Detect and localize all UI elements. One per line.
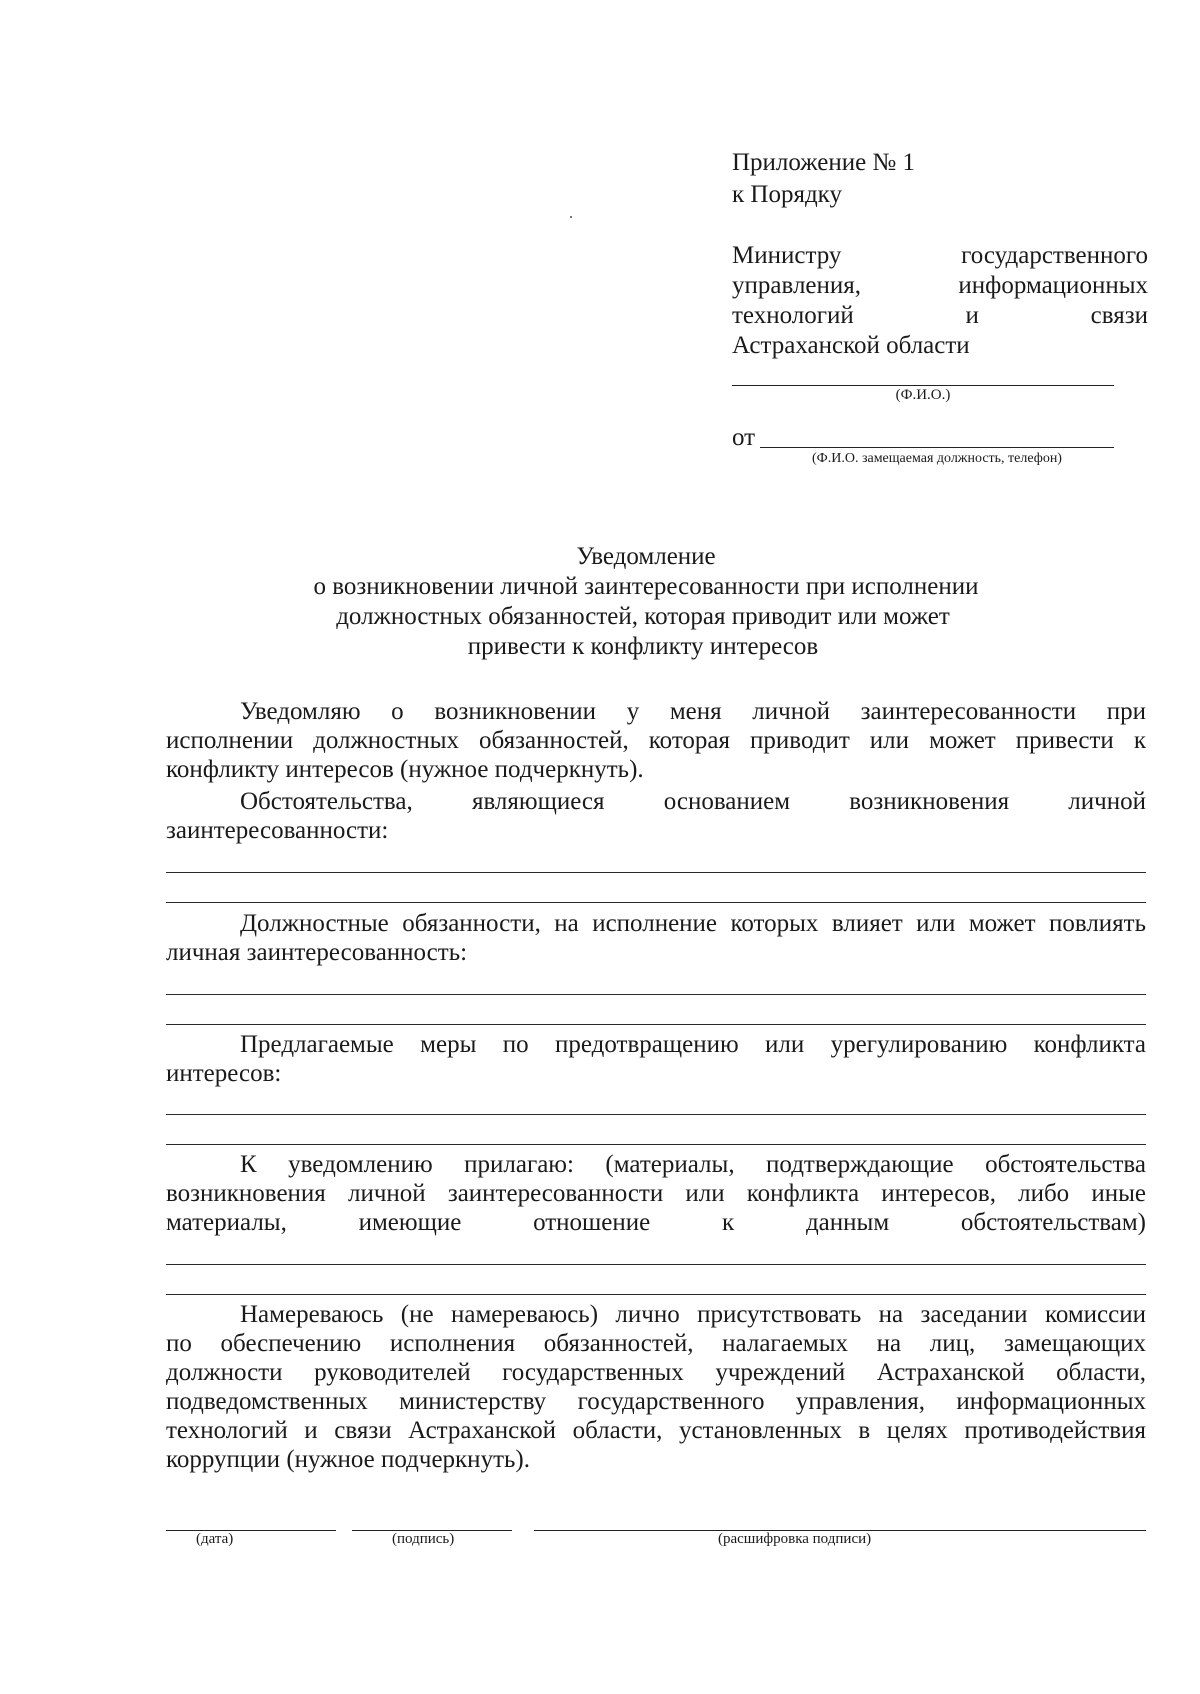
text-line: Намереваюсь (не намереваюсь) лично присутствовать на заседании комиссии xyxy=(240,1301,1146,1328)
text-line: Должностные обязанности, на исполнение которых влияет или может повлиять xyxy=(240,910,1146,937)
fill-line xyxy=(166,872,1146,873)
title-line: должностных обязанностей, которая приводит или может xyxy=(336,603,950,630)
addressee-block xyxy=(732,241,1148,361)
appendix-reference: к Порядку xyxy=(732,181,842,208)
fill-line xyxy=(166,1264,1146,1265)
fill-line xyxy=(166,1294,1146,1295)
signature-caption: (подпись) xyxy=(392,1531,455,1547)
addressee-row xyxy=(732,301,1148,331)
title-line: Уведомление xyxy=(576,543,716,570)
addressee-word: управления, xyxy=(732,272,862,299)
text-line: должности руководителей государственных учреждений Астраханской области, xyxy=(166,1359,1146,1386)
date-line xyxy=(166,1530,336,1531)
fill-line xyxy=(166,1144,1146,1145)
text-line: конфликту интересов (нужное подчеркнуть). xyxy=(166,756,644,783)
fill-line xyxy=(166,1024,1146,1025)
addressee-word: технологий xyxy=(732,302,854,329)
text-line: личная заинтересованность: xyxy=(166,939,468,966)
text-line: исполнении должностных обязанностей, которая приводит или может привести к xyxy=(166,727,1146,754)
text-line: подведомственных министерству государственного управления, информационных xyxy=(166,1388,1146,1415)
text-line: К уведомлению прилагаю: (материалы, подтверждающие обстоятельства xyxy=(240,1151,1146,1178)
paragraph-duties xyxy=(166,909,1146,967)
date-caption: (дата) xyxy=(196,1531,234,1547)
fill-line xyxy=(166,1114,1146,1115)
text-line: по обеспечению исполнения обязанностей, налагаемых на лиц, замещающих xyxy=(166,1330,1146,1357)
addressee-word: Министру xyxy=(732,242,842,269)
text-line: технологий и связи Астраханской области, установленных в целях противодействия xyxy=(166,1417,1146,1444)
text-line: Предлагаемые меры по предотвращению или урегулированию конфликта xyxy=(240,1031,1146,1058)
text-line: заинтересованности: xyxy=(166,817,389,844)
paragraph-commission xyxy=(166,1300,1146,1474)
addressee-row xyxy=(732,331,1148,361)
document-title xyxy=(0,542,1200,662)
addressee-word: государственного xyxy=(961,242,1148,269)
paragraph-measures xyxy=(166,1030,1146,1088)
text-line: интересов: xyxy=(166,1060,282,1087)
paragraph-notification xyxy=(166,697,1146,784)
title-line: привести к конфликту интересов xyxy=(467,633,819,660)
text-line: Уведомляю о возникновении у меня личной заинтересованности при xyxy=(240,698,1146,725)
addressee-row xyxy=(732,241,1148,271)
addressee-row xyxy=(732,271,1148,301)
fill-line xyxy=(166,994,1146,995)
fio-blank-line xyxy=(732,385,1114,386)
text-line: материалы, имеющие отношение к данным обстоятельствам) xyxy=(166,1209,1146,1236)
fill-line xyxy=(166,902,1146,903)
text-line: возникновения личной заинтересованности или конфликта интересов, либо иные xyxy=(166,1180,1146,1207)
scan-speck xyxy=(570,216,572,218)
addressee-word: и xyxy=(965,302,979,329)
paragraph-circumstances xyxy=(166,787,1146,845)
fio-caption: (Ф.И.О.) xyxy=(895,387,951,403)
title-line: о возникновении личной заинтересованности при исполнении xyxy=(313,573,979,600)
addressee-word: связи xyxy=(1090,302,1148,329)
paragraph-attachments xyxy=(166,1150,1146,1237)
text-line: Обстоятельства, являющиеся основанием возникновения личной xyxy=(240,788,1146,815)
signature-decode-caption: (расшифровка подписи) xyxy=(718,1531,872,1547)
addressee-word: Астраханской области xyxy=(732,332,970,359)
from-label: от xyxy=(732,424,756,451)
addressee-word: информационных xyxy=(958,272,1148,299)
text-line: коррупции (нужное подчеркнуть). xyxy=(166,1446,530,1473)
appendix-number: Приложение № 1 xyxy=(732,149,916,176)
from-blank-line xyxy=(760,447,1114,448)
from-caption: (Ф.И.О. замещаемая должность, телефон) xyxy=(812,451,1062,466)
